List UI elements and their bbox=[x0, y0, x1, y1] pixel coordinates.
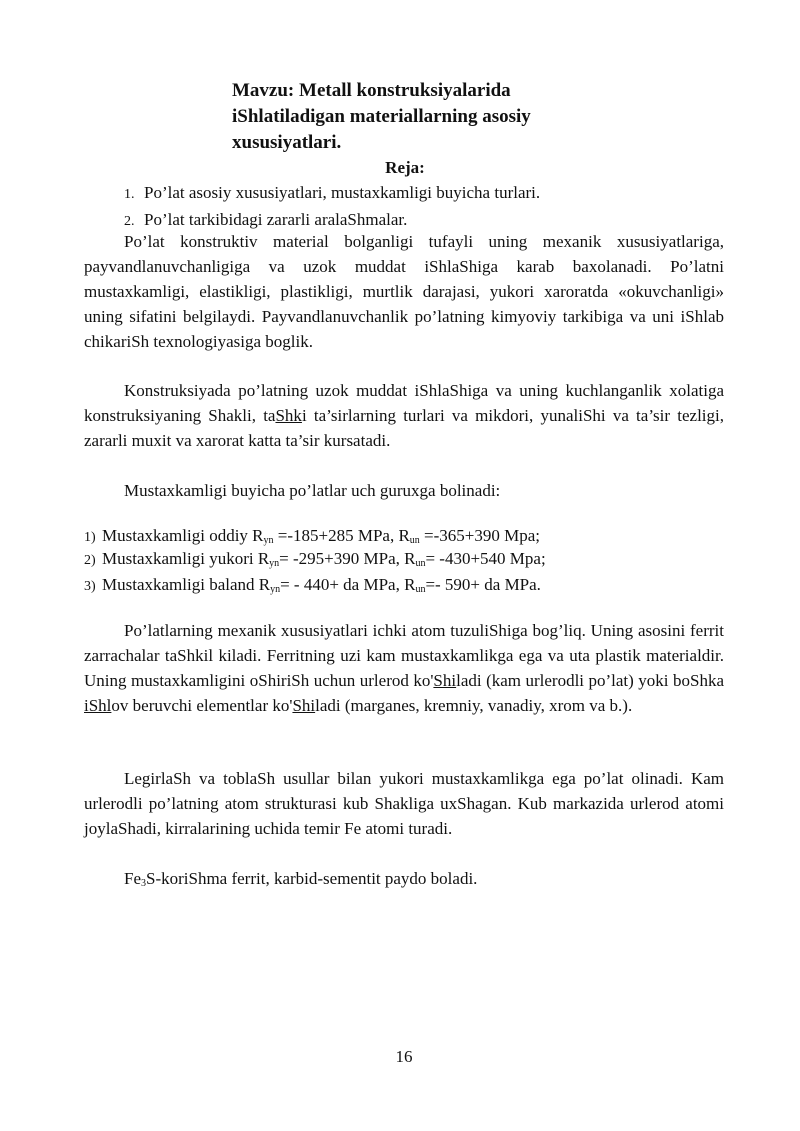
paragraph-5 bbox=[84, 766, 724, 841]
group-name: Mustaxkamligi yukori R bbox=[102, 549, 270, 568]
paragraph-5-text: LegirlaSh va toblaSh usullar bilan yukori mustaxkamlikga ega po’lat olinadi. Kam urlerodli po’latning atom strukturasi kub Shakliga uxShagan. Kub markazida urlerod atomi joylaShadi, kirralarining uchida temir Fe atomi turadi. bbox=[84, 769, 724, 838]
page-number: 16 bbox=[395, 1047, 413, 1066]
group-number: 1) bbox=[84, 530, 96, 545]
group-number: 3) bbox=[84, 579, 96, 594]
paragraph-4-underlined-2: iShl bbox=[84, 696, 112, 715]
group-number: 2) bbox=[84, 553, 96, 568]
paragraph-6-text-b: S-koriShma ferrit, karbid-sementit paydo boladi. bbox=[146, 869, 478, 888]
paragraph-4-underlined-3: Shi bbox=[292, 696, 316, 715]
group-value-2: =- 590+ da MPa. bbox=[425, 575, 541, 594]
paragraph-4-underlined-1: Shi bbox=[433, 671, 457, 690]
plan-item-number: 1. bbox=[124, 187, 135, 202]
plan-item-text: Po’lat asosiy xususiyatlari, mustaxkamligi buyicha turlari. bbox=[144, 183, 541, 202]
paragraph-3-text: Mustaxkamligi buyicha po’latlar uch guruxga bolinadi: bbox=[124, 481, 501, 500]
paragraph-2-text-a: Konstruksiyada po’latning uzok muddat iShlaShiga va uning kuchlanganlik xolatiga konstruksiyaning Shakli, ta bbox=[84, 381, 724, 425]
paragraph-4-text-c: ov beruvchi elementlar ko' bbox=[111, 696, 293, 715]
plan-heading: Reja: bbox=[385, 158, 425, 177]
strength-group-2 bbox=[84, 548, 724, 571]
paragraph-4-text-d: ladi (marganes, kremniy, vanadiy, xrom va b.). bbox=[315, 696, 633, 715]
group-sub-un: un bbox=[415, 558, 426, 569]
group-name: Mustaxkamligi baland R bbox=[102, 575, 271, 594]
group-value-2: =-365+390 Mpa; bbox=[419, 526, 541, 545]
plan-item-number: 2. bbox=[124, 214, 135, 229]
title-line-2: iShlatiladigan materiallarning asosiy bbox=[232, 106, 531, 127]
paragraph-4-text-b: ladi (kam urlerodli po’lat) yoki boShka bbox=[456, 671, 725, 690]
plan-item bbox=[124, 180, 540, 207]
title-line-3: xususiyatlari. bbox=[232, 132, 342, 153]
group-sub-yn: yn bbox=[269, 558, 280, 569]
paragraph-2-text-b: i ta’sirlarning turlari va mikdori, yunaliShi va ta’sir tezligi, zararli muxit va xarorat katta ta’sir kursatadi. bbox=[84, 406, 724, 450]
paragraph-4 bbox=[84, 618, 724, 718]
strength-group-1 bbox=[84, 525, 724, 548]
strength-group-3 bbox=[84, 574, 724, 597]
group-value-1: = -295+390 MPa, R bbox=[279, 549, 416, 568]
group-name: Mustaxkamligi oddiy R bbox=[102, 526, 264, 545]
page-title bbox=[232, 78, 612, 156]
paragraph-2 bbox=[84, 378, 724, 453]
paragraph-6 bbox=[84, 866, 724, 891]
group-sub-un: un bbox=[415, 584, 426, 595]
group-value-2: = -430+540 Mpa; bbox=[425, 549, 546, 568]
title-line-1: Mavzu: Metall konstruksiyalarida bbox=[232, 80, 511, 101]
paragraph-1-text: Po’lat konstruktiv material bolganligi tufayli uning mexanik xususiyatlariga, payvandlanuvchanligiga va uzok muddat iShlaShiga karab baxolanadi. Po’latni mustaxkamligi, elastikligi, plastikligi, murtlik darajasi, yukori xaroratda «okuvchanligi» uning sifatini belgilaydi. Payvandlanuvchanlik po’latning kimyoviy tarkibiga va uni iShlab chikariSh texnologiyasiga boglik. bbox=[84, 232, 724, 351]
strength-groups bbox=[84, 525, 724, 597]
group-value-1: =-185+285 MPa, R bbox=[273, 526, 410, 545]
group-sub-yn: yn bbox=[270, 584, 281, 595]
paragraph-6-text-a: Fe bbox=[124, 869, 141, 888]
group-value-1: = - 440+ da MPa, R bbox=[280, 575, 416, 594]
group-sub-un: un bbox=[409, 535, 420, 546]
paragraph-6-subscript: 3 bbox=[141, 878, 146, 889]
plan-item-text: Po’lat tarkibidagi zararli aralaShmalar. bbox=[144, 210, 408, 229]
paragraph-1 bbox=[84, 229, 724, 354]
paragraph-2-underlined: Shk bbox=[275, 406, 302, 425]
group-sub-yn: yn bbox=[263, 535, 274, 546]
plan-list bbox=[124, 180, 540, 234]
paragraph-3 bbox=[84, 478, 724, 503]
paragraph-4-text-a: Po’latlarning mexanik xususiyatlari ichki atom tuzuliShiga bog’liq. Uning asosini ferrit zarrachalar taShkil kiladi. Ferritning uzi kam mustaxkamlikga ega va uta plastik materialdir. Uning mustaxkamligini oShiriSh uchun urlerod ko' bbox=[84, 621, 724, 690]
